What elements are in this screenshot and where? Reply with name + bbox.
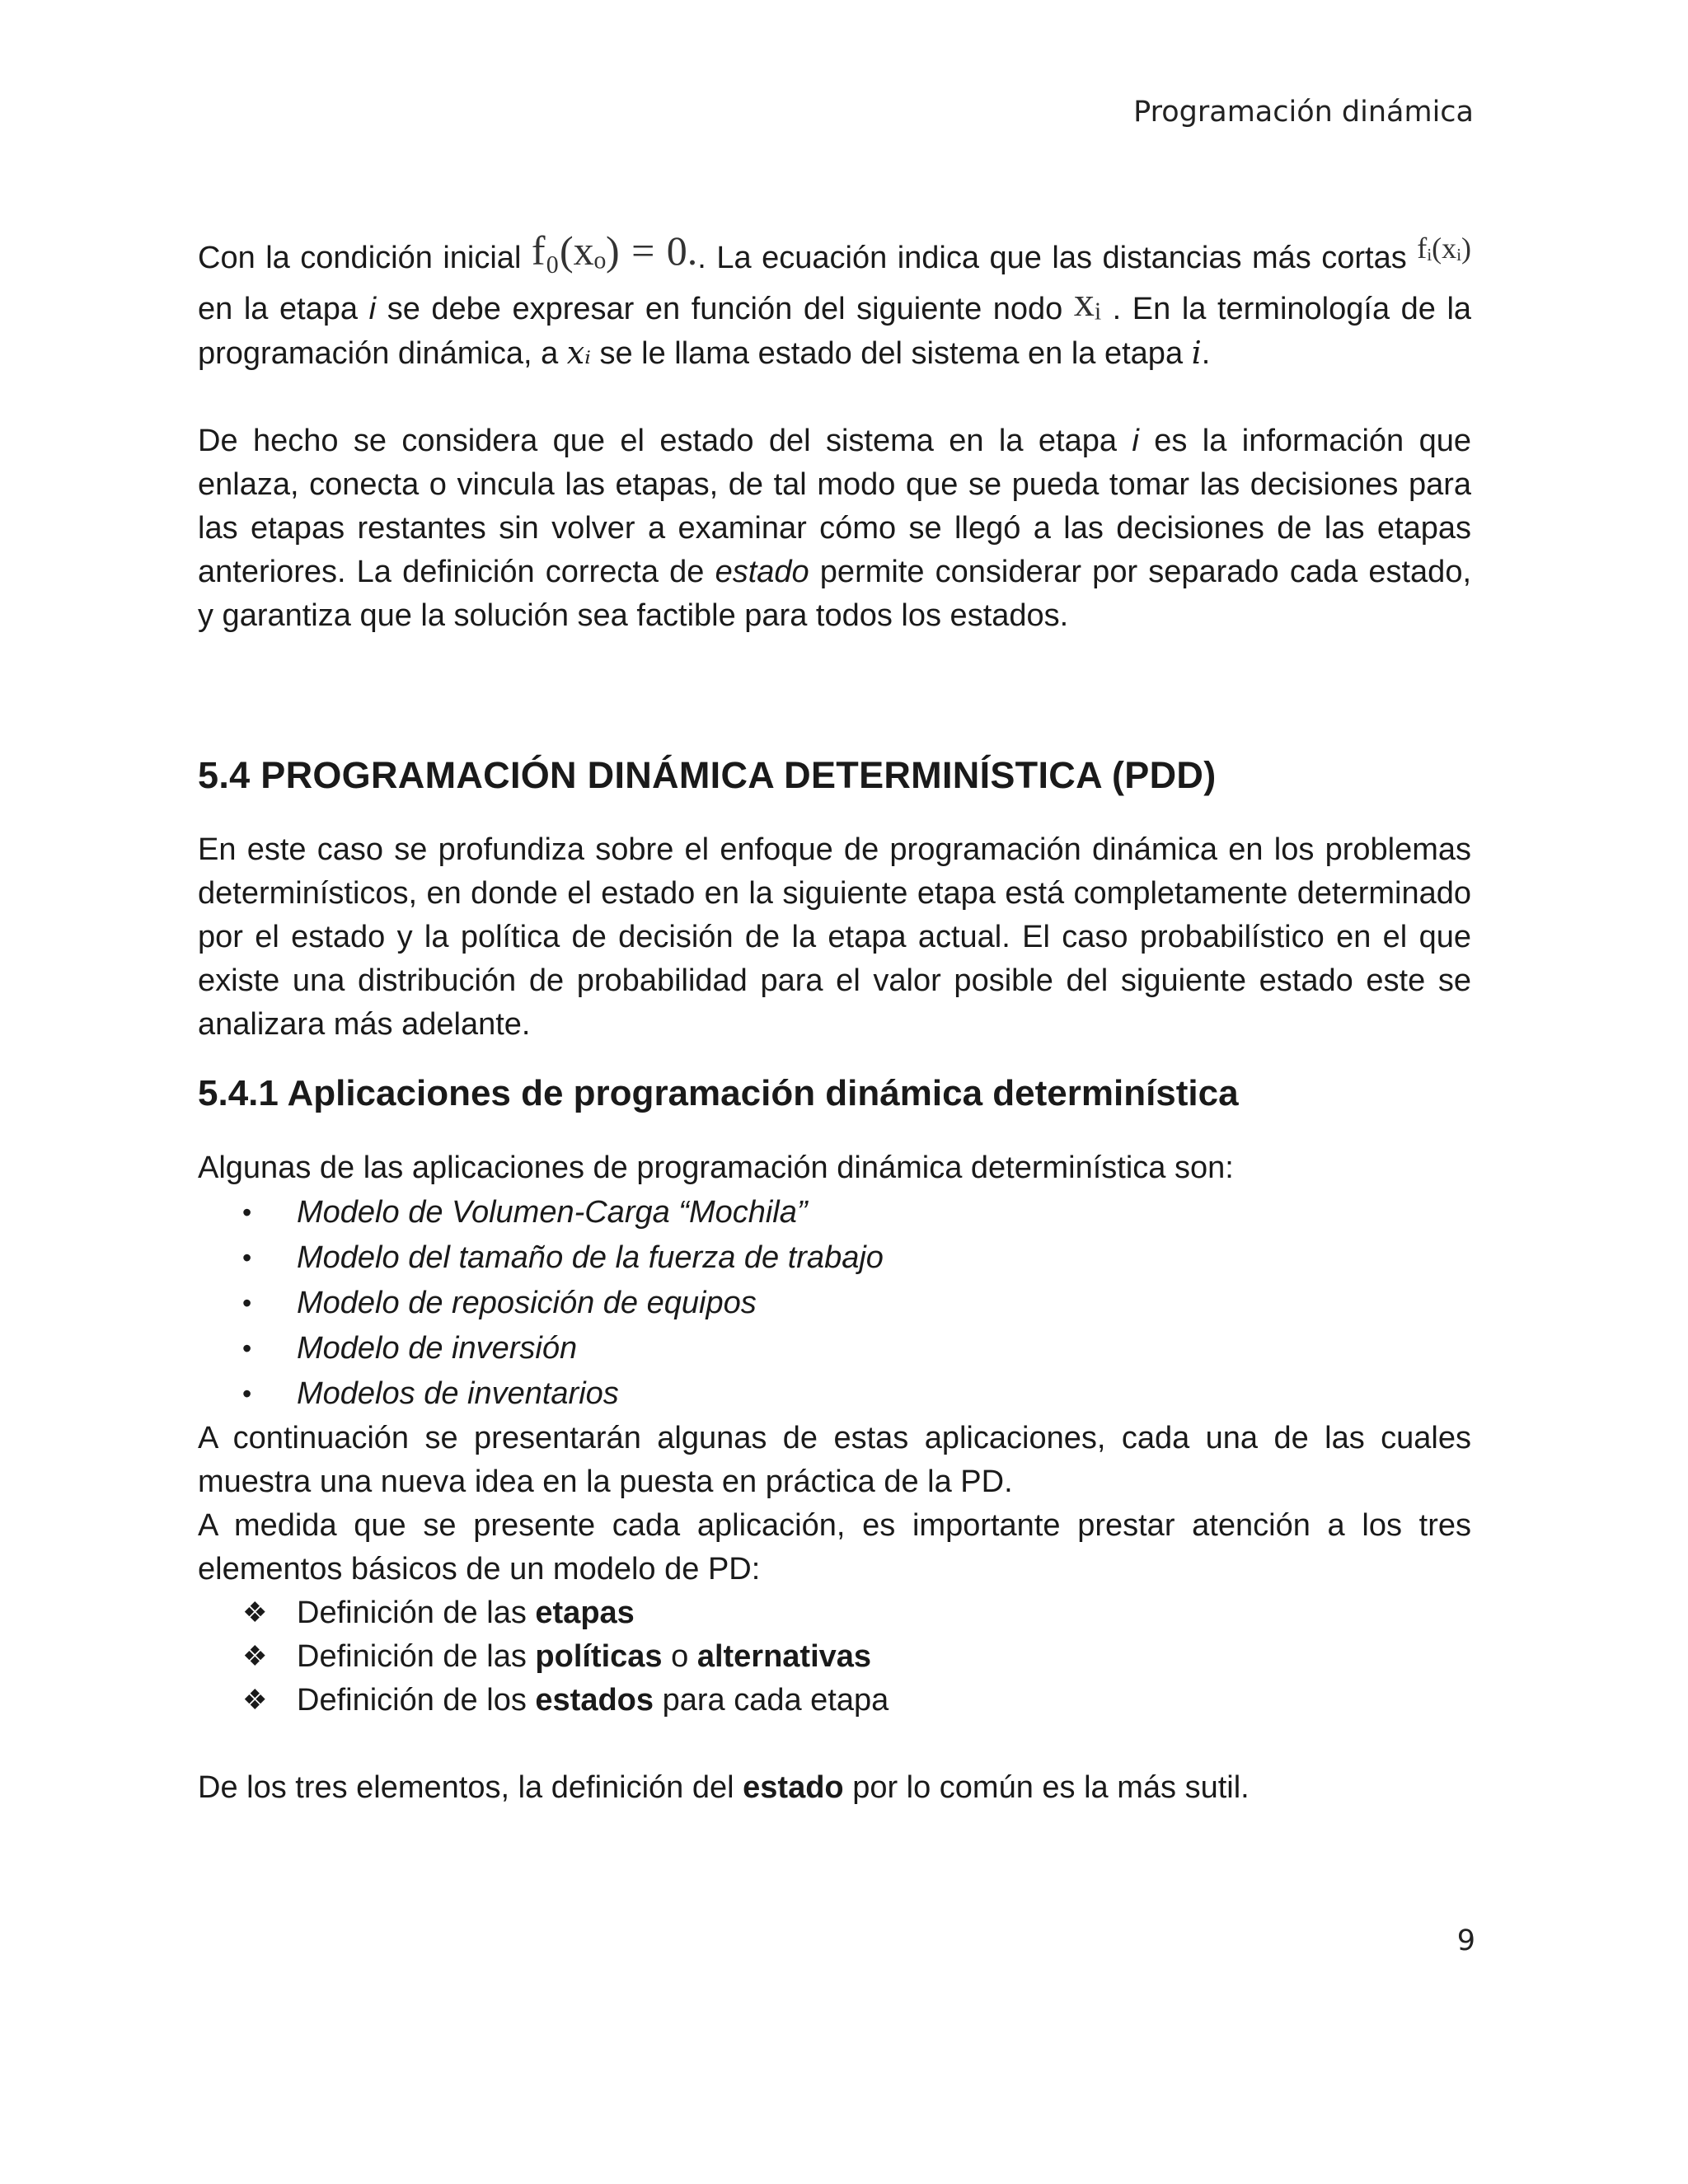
list-item xyxy=(198,1326,1471,1371)
running-header: Programación dinámica xyxy=(1133,96,1474,129)
italic-i: i xyxy=(1132,424,1139,458)
equation-x-i: xᵢ xyxy=(1073,279,1102,325)
math-x-i: xᵢ xyxy=(566,335,591,371)
text: . La ecuación indica que las distancias más cortas xyxy=(697,241,1407,275)
text: permite considerar por separado cada estado, y garantiza que la solución sea factible para todos los estados. xyxy=(198,555,1472,633)
list-item xyxy=(198,1281,1471,1326)
italic-i: i xyxy=(368,292,377,326)
paragraph-elements-intro: A medida que se presente cada aplicación, es importante prestar atención a los tres elementos básicos de un modelo de PD: xyxy=(198,1508,1471,1586)
bold-term: estado xyxy=(743,1770,844,1805)
bullet-icon: • xyxy=(242,1288,252,1318)
text: se debe expresar en función del siguiente nodo xyxy=(387,292,1063,326)
list-item-text: Modelo del tamaño de la fuerza de trabajo xyxy=(297,1240,884,1275)
paragraph-pdd: En este caso se profundiza sobre el enfoque de programación dinámica en los problemas determinísticos, en donde el estado en la siguiente etapa está completamente determinado por el estado y la política de decisión de la etapa actual. El caso probabilístico en el que existe una distribución de probabilidad para el valor posible del siguiente estado este se analizara más adelante. xyxy=(198,832,1471,1042)
equation-f-i: fᵢ(xᵢ) xyxy=(1417,232,1472,265)
text: Definición de las xyxy=(297,1596,527,1630)
list-item xyxy=(198,1190,1471,1235)
paragraph-initial-condition xyxy=(198,227,1471,376)
text: se le llama estado del sistema en la etapa xyxy=(599,336,1184,371)
text: para cada etapa xyxy=(662,1683,889,1718)
paragraph-state-definition xyxy=(198,419,1471,638)
text: . xyxy=(1201,336,1211,371)
bold-term: políticas xyxy=(535,1639,663,1674)
text: Definición de los xyxy=(297,1683,527,1718)
text: Con la condición inicial xyxy=(198,241,522,275)
bold-term: etapas xyxy=(535,1596,635,1630)
list-item-text: Modelo de reposición de equipos xyxy=(297,1286,757,1320)
elements-list xyxy=(198,1591,1471,1722)
diamond-bullet-icon: ❖ xyxy=(242,1597,268,1629)
text: o xyxy=(671,1639,689,1674)
text: De hecho se considera que el estado del sistema en la etapa xyxy=(198,424,1117,458)
text: . En la terminología de la programación dinámica, a xyxy=(198,292,1472,371)
bullet-icon: • xyxy=(242,1333,252,1363)
section-heading: 5.4 PROGRAMACIÓN DINÁMICA DETERMINÍSTICA (PDD) xyxy=(198,754,1217,796)
math-i: i xyxy=(1191,335,1202,371)
list-item-text: Modelos de inventarios xyxy=(297,1376,619,1411)
page-number: 9 xyxy=(1456,1924,1475,1957)
bullet-icon: • xyxy=(242,1379,252,1408)
list-item xyxy=(198,1371,1471,1417)
subsection-heading: 5.4.1 Aplicaciones de programación dinámica determinística xyxy=(198,1073,1239,1113)
paragraph-continuation: A continuación se presentarán algunas de estas aplicaciones, cada una de las cuales muestra una nueva idea en la puesta en práctica de la PD. xyxy=(198,1421,1471,1499)
text: De los tres elementos, la definición del xyxy=(198,1770,734,1805)
bullet-icon: • xyxy=(242,1197,252,1227)
italic-estado: estado xyxy=(715,555,809,589)
list-item xyxy=(198,1235,1471,1281)
bold-term: estados xyxy=(535,1683,654,1718)
list-item-text: Modelo de inversión xyxy=(297,1331,578,1366)
equation-initial-condition: f₀(xₒ) = 0. xyxy=(531,227,698,274)
list-item xyxy=(198,1679,1471,1722)
text: en la etapa xyxy=(198,292,359,326)
diamond-bullet-icon: ❖ xyxy=(242,1641,268,1672)
applications-list xyxy=(198,1190,1471,1417)
text: es la información que enlaza, conecta o vincula las etapas, de tal modo que se pueda tomar las decisiones para las etapas restantes sin volver a examinar cómo se llegó a las decisiones de las etapas anteriores. La definición correcta de xyxy=(198,424,1471,589)
bold-term: alternativas xyxy=(696,1639,872,1674)
list-item xyxy=(198,1591,1471,1635)
text: por lo común es la más sutil. xyxy=(852,1770,1250,1805)
diamond-bullet-icon: ❖ xyxy=(242,1685,268,1716)
list-item-text: Modelo de Volumen-Carga “Mochila” xyxy=(297,1195,808,1230)
text: Definición de las xyxy=(297,1639,527,1674)
list-item xyxy=(198,1635,1471,1679)
paragraph-conclusion xyxy=(198,1766,1471,1810)
bullet-icon: • xyxy=(242,1243,252,1272)
page-body xyxy=(198,227,1471,1810)
paragraph-applications-intro: Algunas de las aplicaciones de programación dinámica determinística son: xyxy=(198,1151,1234,1185)
